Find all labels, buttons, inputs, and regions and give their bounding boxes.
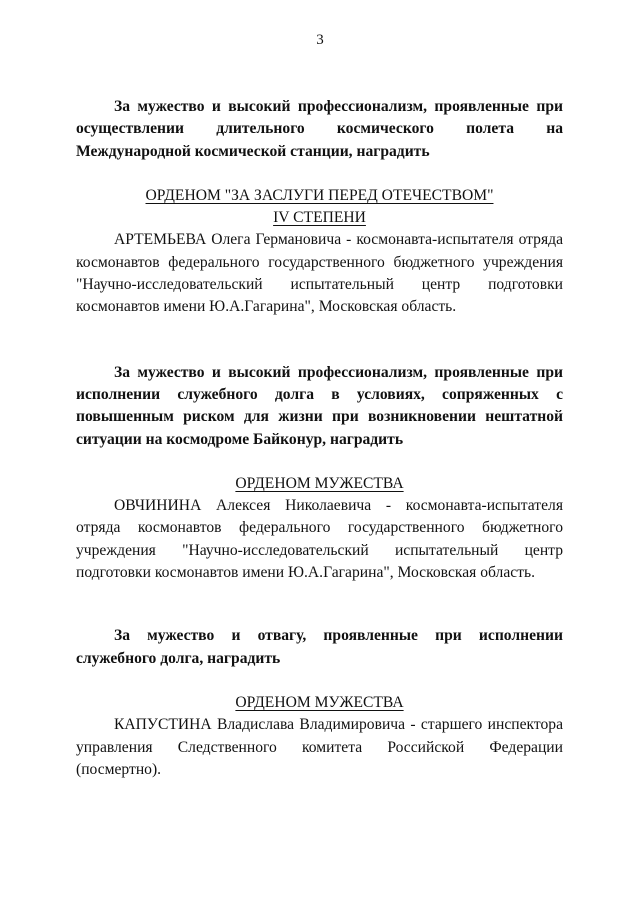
order-name: ОРДЕНОМ МУЖЕСТВА: [235, 474, 404, 492]
order-title: [76, 692, 563, 714]
decree-body: [76, 96, 563, 781]
order-title: [76, 185, 563, 230]
award-reason: За мужество и высокий профессионализм, проявленные при исполнении служебного долга в условиях, сопряженных с повышенным риском для жизни при возникновении нештатной ситуации на космодроме Байконур, наградить: [76, 363, 563, 448]
order-name: ОРДЕНОМ "ЗА ЗАСЛУГИ ПЕРЕД ОТЕЧЕСТВОМ": [145, 186, 494, 204]
page-number: 3: [316, 32, 324, 48]
recipient-paragraph: АРТЕМЬЕВА Олега Германовича - космонавта-испытателя отряда космонавтов федерального государственного бюджетного учреждения "Научно-исследовательский испытательный центр подготовки космонавтов имени Ю.А.Гагарина", Московская область.: [76, 231, 563, 316]
recipient-paragraph: КАПУСТИНА Владислава Владимировича - старшего инспектора управления Следственного комитета Российской Федерации (посмертно).: [76, 716, 563, 778]
order-degree: IV СТЕПЕНИ: [273, 209, 366, 227]
award-section-3: [76, 625, 563, 781]
award-section-1: [76, 96, 563, 319]
order-title: [76, 473, 563, 495]
award-reason: За мужество и высокий профессионализм, проявленные при осуществлении длительного космического полета на Международной космической станции, наградить: [76, 98, 563, 160]
recipient-paragraph: ОВЧИНИНА Алексея Николаевича - космонавта-испытателя отряда космонавтов федерального государственного бюджетного учреждения "Научно-исследовательский испытательный центр подготовки космонавтов имени Ю.А.Гагарина", Московская область.: [76, 497, 563, 582]
award-reason: За мужество и отвагу, проявленные при исполнении служебного долга, наградить: [76, 627, 563, 667]
award-section-2: [76, 362, 563, 585]
order-name: ОРДЕНОМ МУЖЕСТВА: [235, 693, 404, 711]
